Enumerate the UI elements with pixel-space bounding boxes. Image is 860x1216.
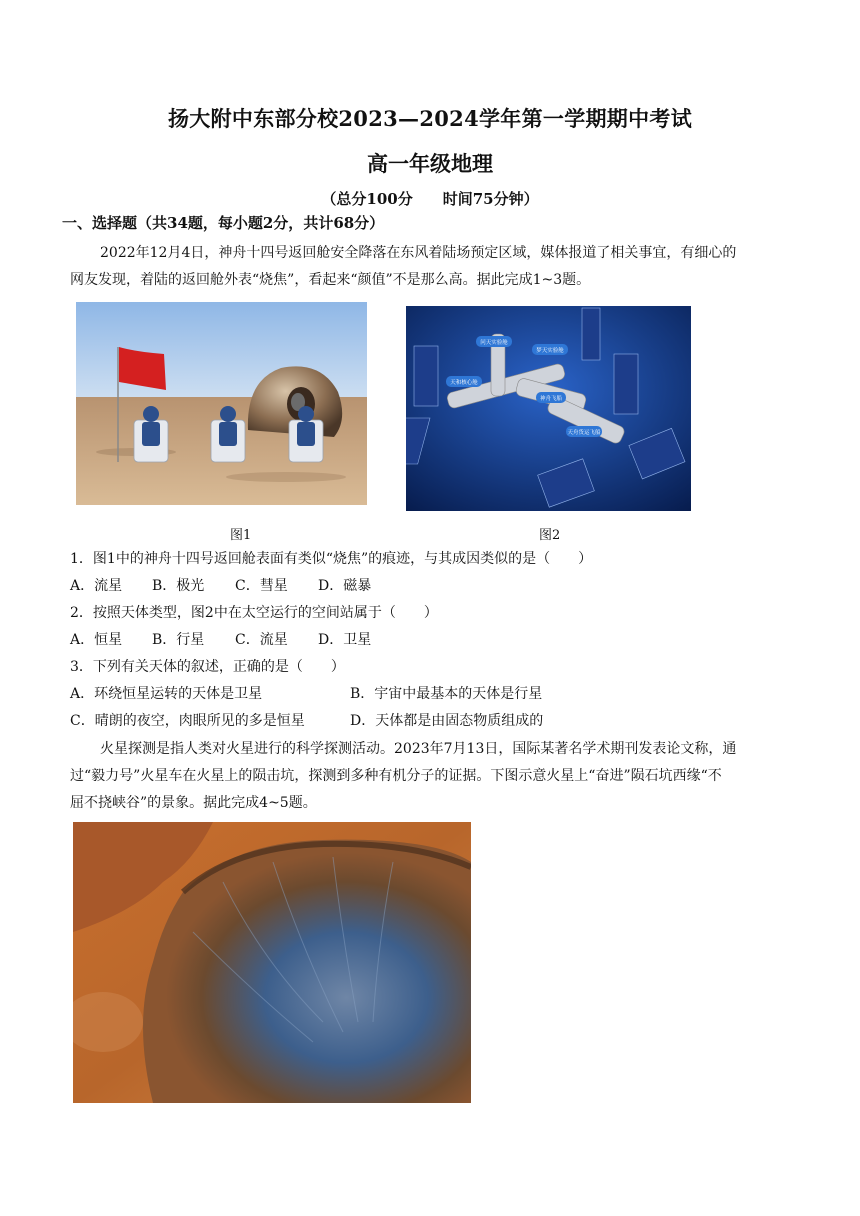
figure-1-landing-photo <box>76 302 367 505</box>
q3-option-d: D．天体都是由固态物质组成的 <box>350 713 544 729</box>
q1-option-d: D．磁暴 <box>318 578 372 594</box>
landing-scene-graphic <box>76 302 367 505</box>
q2-option-b: B．行星 <box>152 632 205 648</box>
q3-option-a: A．环绕恒星运转的天体是卫星 <box>70 686 263 702</box>
passage1-line1: 2022年12月4日，神舟十四号返回舱安全降落在东风着陆场预定区域，媒体报道了相关事宜，有细心的 <box>100 245 737 261</box>
total-score: （总分100分 <box>321 190 413 208</box>
question-3-stem: 3．下列有关天体的叙述，正确的是（ ） <box>70 659 345 675</box>
station-module-label: 神舟飞船 <box>539 396 563 402</box>
q3-option-c: C．晴朗的夜空，肉眼所见的多是恒星 <box>70 713 305 729</box>
exam-subtitle: 高一年级地理 <box>367 151 493 176</box>
mars-crater-graphic <box>73 822 471 1103</box>
question-2-stem: 2．按照天体类型，图2中在太空运行的空间站属于（ ） <box>70 605 438 621</box>
station-module-label: 天和核心舱 <box>450 380 478 386</box>
passage2-line3: 屈不挠峡谷”的景象。据此完成4~5题。 <box>70 795 317 811</box>
q2-option-a: A．恒星 <box>70 632 123 648</box>
mars-crater-photo <box>73 822 471 1103</box>
space-station-graphic <box>406 306 691 511</box>
station-module-label: 梦天实验舱 <box>536 348 564 354</box>
exam-info <box>0 188 860 209</box>
exam-title: 扬大附中东部分校2023—2024学年第一学期期中考试 <box>168 106 692 131</box>
passage2-line1: 火星探测是指人类对火星进行的科学探测活动。2023年7月13日，国际某著名学术期刊发表论文称，通 <box>100 741 737 757</box>
figure-1-caption: 图1 <box>230 528 252 543</box>
q1-option-a: A．流星 <box>70 578 123 594</box>
passage1-line2: 网友发现，着陆的返回舱外表“烧焦”，看起来“颜值”不是那么高。据此完成1~3题。 <box>70 272 591 288</box>
q1-option-b: B．极光 <box>152 578 205 594</box>
q2-option-c: C．流星 <box>235 632 288 648</box>
question-1-stem: 1．图1中的神舟十四号返回舱表面有类似“烧焦”的痕迹，与其成因类似的是（ ） <box>70 551 593 567</box>
figure-2-caption: 图2 <box>539 528 561 543</box>
station-module-label: 天舟货运飞船 <box>567 430 601 436</box>
figure-2-space-station <box>406 306 691 511</box>
q1-option-c: C．彗星 <box>235 578 288 594</box>
passage2-line2: 过“毅力号”火星车在火星上的陨击坑，探测到多种有机分子的证据。下图示意火星上“奋进”陨石坑西缘“不 <box>70 768 722 784</box>
station-module-label: 问天实验舱 <box>480 340 508 346</box>
section-heading: 一、选择题（共34题，每小题2分，共计68分） <box>62 214 385 232</box>
q2-option-d: D．卫星 <box>318 632 372 648</box>
time-limit: 时间75分钟） <box>442 190 539 208</box>
q3-option-b: B．宇宙中最基本的天体是行星 <box>350 686 543 702</box>
